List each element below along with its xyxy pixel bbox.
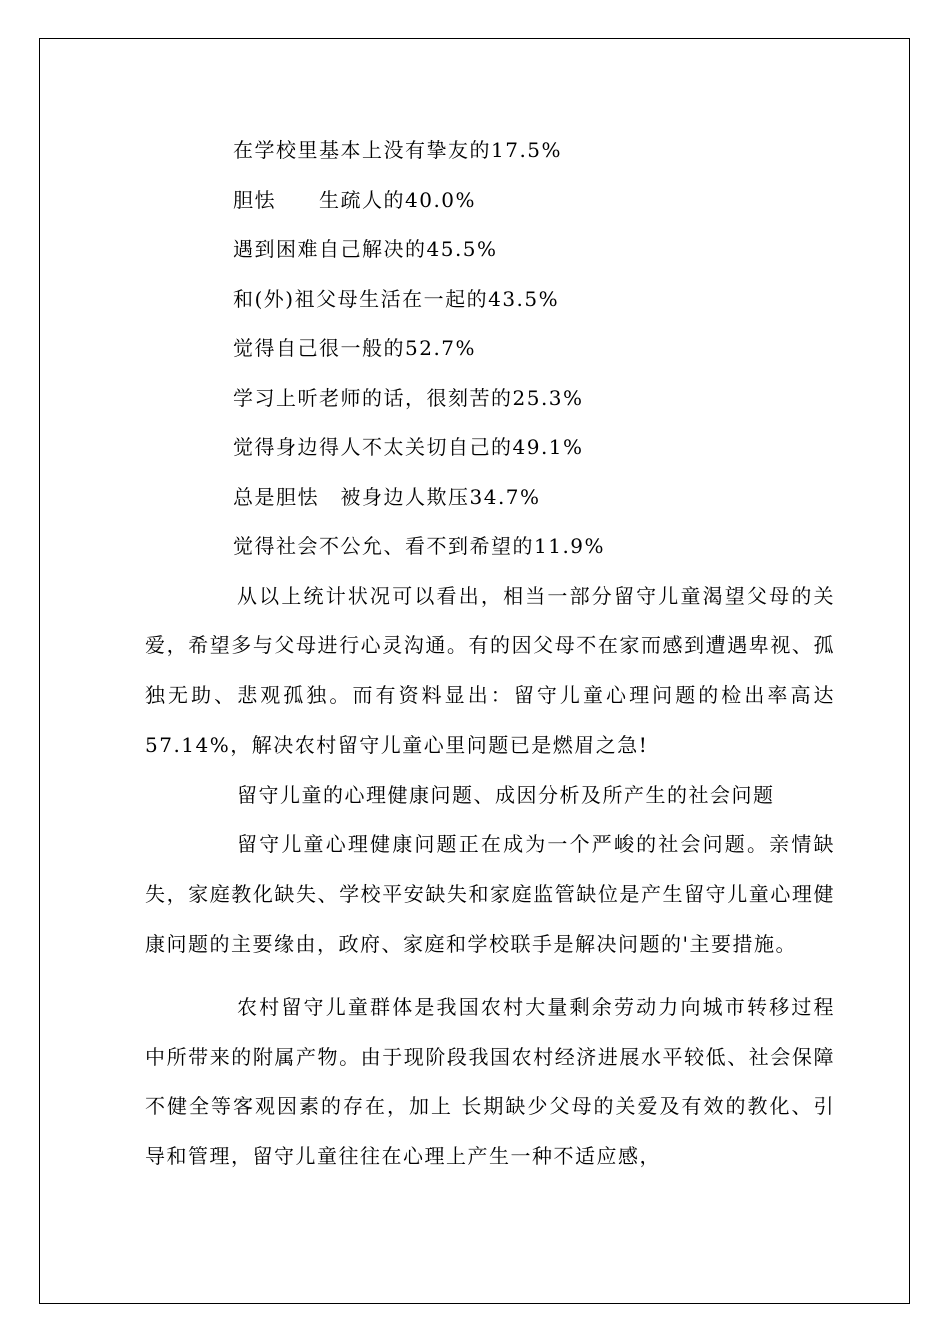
- paragraph-background: 农村留守儿童群体是我国农村大量剩余劳动力向城市转移过程中所带来的附属产物。由于现阶段我国农村经济进展水平较低、社会保障不健全等客观因素的存在，加上 长期缺少父母的关爱及有效的教化、引导和管理，留守儿童往往在心理上产生一种不适应感，: [145, 994, 835, 1169]
- stat-line-unfair: 觉得社会不公允、看不到希望的11.9%: [233, 534, 606, 558]
- stat-line-diligent: 学习上听老师的话，很刻苦的25.3%: [233, 385, 584, 410]
- section-heading: 留守儿童的心理健康问题、成因分析及所产生的社会问题: [237, 782, 775, 807]
- stat-line-uncared: 觉得身边得人不太关切自己的49.1%: [233, 435, 584, 459]
- stat-line-bullied: 总是胆怯 被身边人欺压34.7%: [233, 484, 541, 509]
- stat-line-self-solve: 遇到困难自己解决的45.5%: [233, 237, 498, 261]
- paragraph-problem: 留守儿童心理健康问题正在成为一个严峻的社会问题。亲情缺失，家庭教化缺失、学校平安缺失和家庭监管缺位是产生留守儿童心理健康问题的主要缘由，政府、家庭和学校联手是解决问题的'主要措施。: [145, 832, 835, 957]
- stat-line-grandparents: 和(外)祖父母生活在一起的43.5%: [233, 286, 560, 311]
- document-body: [145, 126, 835, 1182]
- stat-line-ordinary: 觉得自己很一般的52.7%: [233, 336, 477, 360]
- stat-line-strangers: 胆怯 生疏人的40.0%: [233, 187, 477, 212]
- paragraph-summary: 从以上统计状况可以看出，相当一部分留守儿童渴望父母的关爱，希望多与父母进行心灵沟通。有的因父母不在家而感到遭遇卑视、孤独无助、悲观孤独。而有资料显出：留守儿童心理问题的检出率高达57.14%，解决农村留守儿童心里问题已是燃眉之急!: [145, 583, 835, 757]
- stat-line-friends: 在学校里基本上没有挚友的17.5%: [233, 138, 563, 162]
